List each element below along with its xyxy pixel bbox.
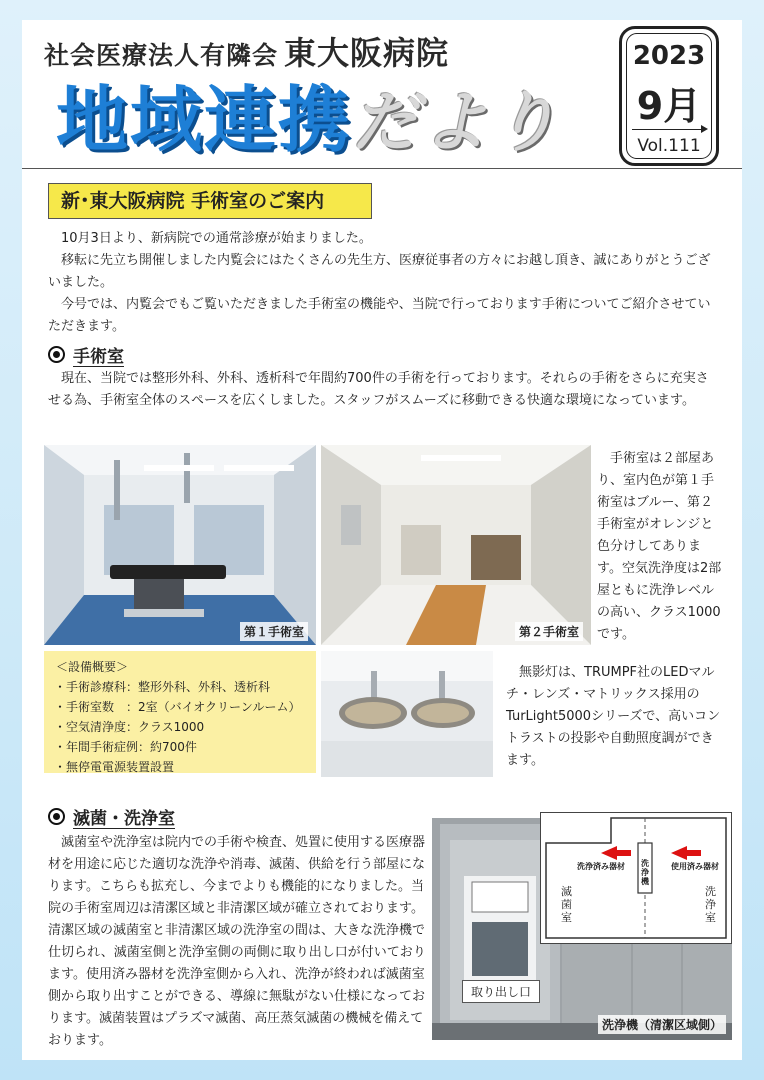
issue-month: 9月 [636, 84, 702, 128]
operating-room-1-image [44, 445, 316, 645]
intro-paragraph: 移転に先立ち開催しました内覧会にはたくさんの先生方、医療従事者の方々にお越し頂き、誠にありがとうございました。 [48, 253, 711, 290]
photo-caption: 洗浄機（清潔区域側） [598, 1015, 726, 1034]
newsletter-title [56, 78, 563, 162]
diagram-left-room: 滅菌室 [561, 885, 572, 924]
issue-volume: Vol.111 [637, 136, 701, 156]
bullet-icon [48, 808, 65, 825]
outlet-label: 取り出し口 [462, 980, 540, 1003]
list-item: ・ 年間手術症例：約700件 [54, 737, 306, 757]
title-sub: だより [352, 84, 563, 161]
list-item: ・ 手術室数 ：2室（バイオクリーンルーム） [54, 697, 306, 717]
hospital-name: 東大阪病院 [284, 34, 450, 72]
operating-room-2-image [321, 445, 591, 645]
diagram-used-label: 使用済み器材 [671, 862, 719, 871]
photo-caption: 第１手術室 [240, 622, 308, 641]
section-heading-or: 手術室 [48, 342, 124, 367]
operating-room-1-photo [44, 445, 316, 645]
bullet-icon [48, 346, 65, 363]
operating-room-description: 手術室は２部屋あり、室内色が第１手術室はブルー、第２手術室がオレンジと色分けしてあります。空気洗浄度は2部屋ともに洗浄レベルの高い、クラス1000です。 [597, 451, 722, 642]
surgical-light-image [321, 651, 493, 777]
or-paragraph: 現在、当院では整形外科、外科、透析科で年間約700件の手術を行っております。それらの手術をさらに充実させる為、手術室全体のスペースを広くしました。スタッフがスムーズに移動できる快適な環境になっています。 [48, 371, 709, 408]
diagram-washed-label: 洗浄済み器材 [577, 862, 625, 871]
operating-room-2-photo [321, 445, 591, 645]
sterile-text [48, 832, 428, 1052]
list-item: ・ 無停電電源装置設置 [54, 757, 306, 777]
header-divider [22, 168, 742, 169]
equipment-list [54, 677, 306, 777]
list-item: ・ 手術診療科：整形外科、外科、透析科 [54, 677, 306, 697]
intro-paragraph: 今号では、内覧会でもご覧いただきました手術室の機能や、当院で行っております手術についてご紹介させていただきます。 [48, 297, 711, 334]
intro-text [48, 228, 720, 338]
photo-caption: 第２手術室 [515, 622, 583, 641]
surgical-light-description: 無影灯は、TRUMPF社のLEDマルチ・レンズ・マトリックス採用のTurLight5000シリーズで、高いコントラストの投影や自動照度調ができます。 [506, 665, 721, 768]
list-item: ・ 空気清浄度：クラス1000 [54, 717, 306, 737]
surgical-light-photo [321, 651, 493, 777]
washer-floor-diagram [540, 812, 732, 944]
section-heading-sterile: 滅菌・洗浄室 [48, 804, 175, 829]
feature-title: 新･東大阪病院 手術室のご案内 [48, 183, 372, 219]
intro-paragraph: 10月3日より、新病院での通常診療が始まりました。 [61, 231, 372, 246]
equipment-summary [44, 651, 316, 773]
equipment-title: ＜設備概要＞ [56, 660, 129, 674]
issue-year: 2023 [632, 41, 706, 71]
issue-arrow [632, 129, 706, 130]
or-intro-text [48, 368, 720, 412]
sterile-paragraph: 滅菌室や洗浄室は院内での手術や検査、処置に使用する医療器材を用途に応じた適切な洗浄や消毒、滅菌、供給を行う部屋になります。こちらも拡充し、今までよりも機能的になりました。当院の手術室周辺は清潔区域と非清潔区域が確立されております。清潔区域の滅菌室と非清潔区域の洗浄室の間は、大きな洗浄機で仕切られ、滅菌室側と洗浄室側の両側に取り出し口が付いております。使用済み器材を洗浄室側から入れ、洗浄が終われば滅菌室側から取り出すことができる、導線に無駄がない仕様になっております。滅菌装置はプラズマ滅菌、高圧蒸気滅菌の機械を備えております。 [48, 835, 426, 1048]
organization-label: 社会医療法人有隣会 [44, 41, 279, 70]
diagram-machine-label: 洗浄機 [641, 859, 649, 886]
organization-name [44, 28, 449, 74]
diagram-right-room: 洗浄室 [705, 885, 716, 924]
title-main: 地域連携 [56, 78, 353, 162]
issue-badge [619, 26, 719, 166]
